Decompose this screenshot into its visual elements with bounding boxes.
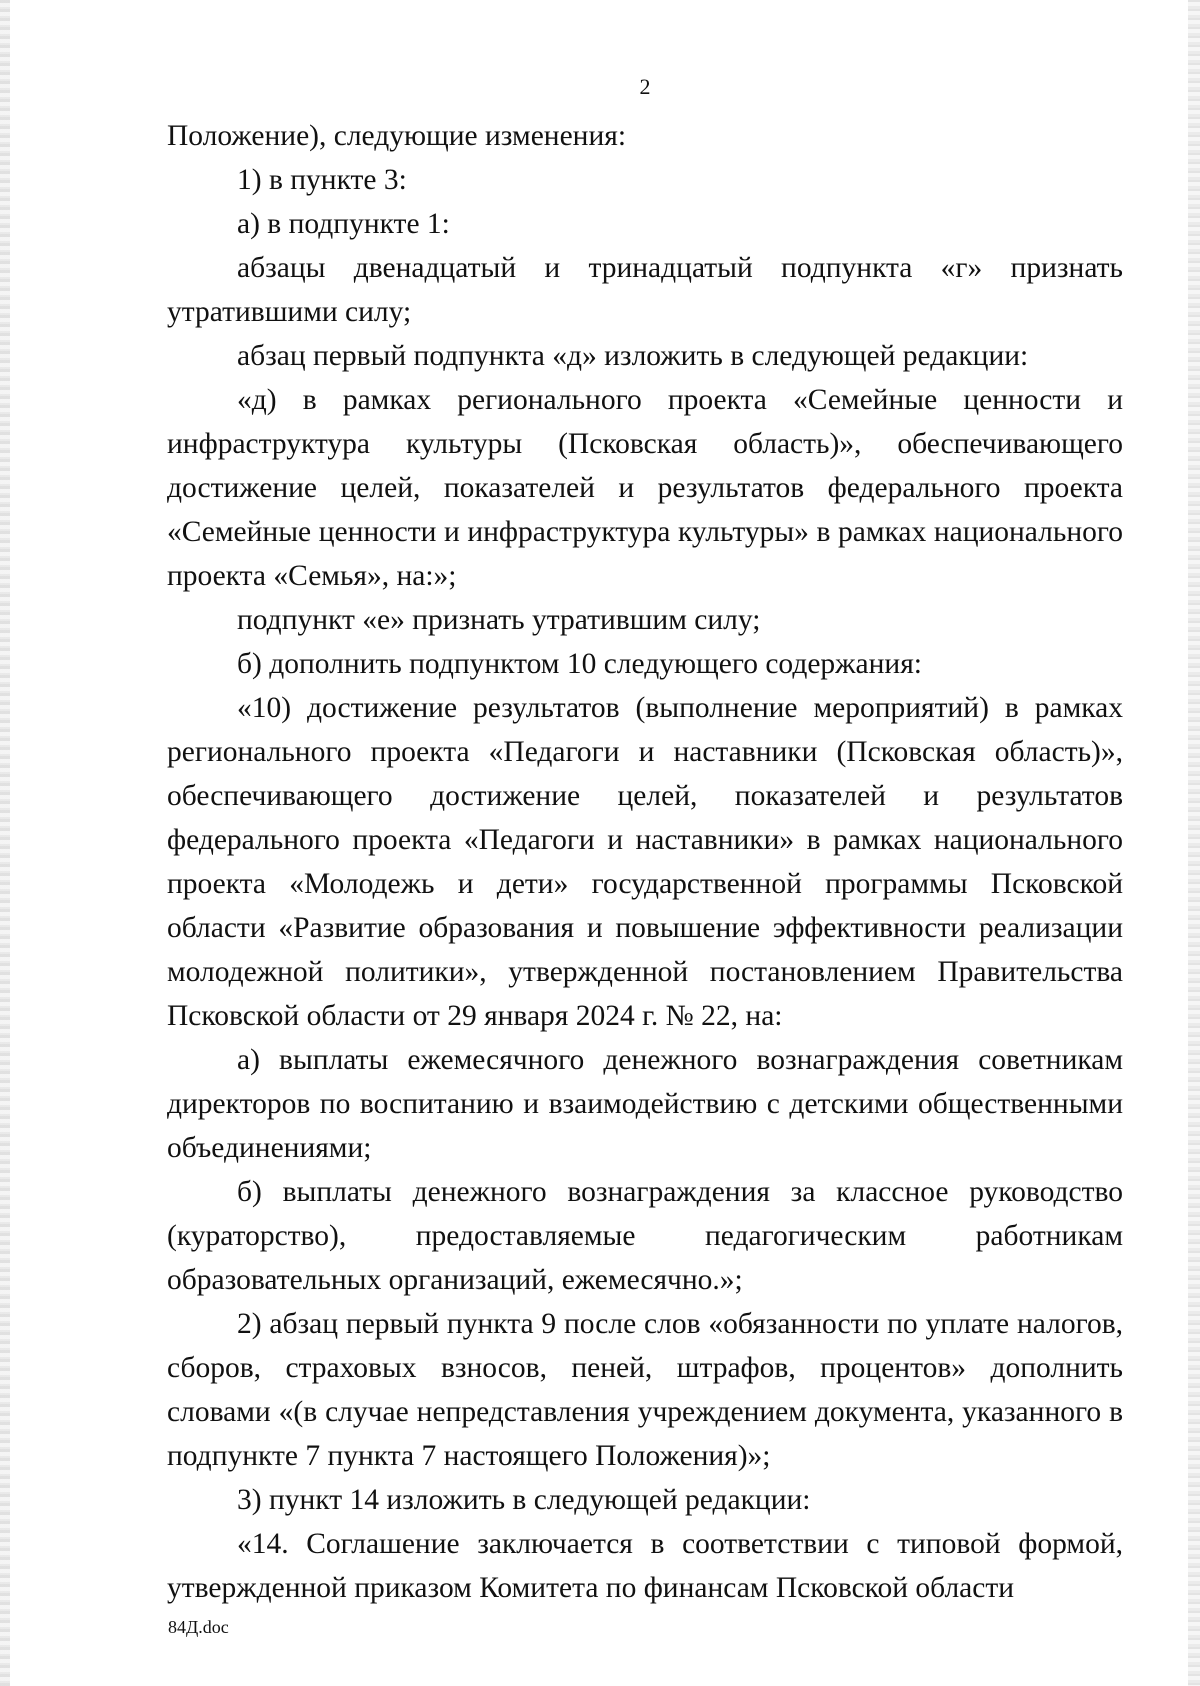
paragraph: абзац первый подпункта «д» изложить в следующей редакции:: [237, 340, 1029, 372]
paragraph: 3) пункт 14 изложить в следующей редакции:: [237, 1484, 811, 1516]
paragraph: Положение), следующие изменения:: [167, 120, 627, 152]
page-number: 2: [639, 74, 651, 99]
document-body: [167, 114, 1123, 1610]
paragraph: «14. Соглашение заключается в соответствии с типовой формой, утвержденной приказом Комитета по финансам Псковской области: [167, 1528, 1123, 1604]
paragraph: «д) в рамках регионального проекта «Семейные ценности и инфраструктура культуры (Псковская область)», обеспечивающего достижение целей, показателей и результатов федерального проекта «Семейные ценности и инфраструктура культуры» в рамках национального проекта «Семья», на:»;: [167, 384, 1123, 592]
paragraph: абзацы двенадцатый и тринадцатый подпункта «г» признать утратившими силу;: [167, 252, 1123, 328]
paragraph: а) выплаты ежемесячного денежного вознаграждения советникам директоров по воспитанию и взаимодействию с детскими общественными объединениями;: [167, 1044, 1123, 1164]
paragraph: 1) в пункте 3:: [237, 164, 407, 196]
scan-edge-left: [0, 0, 10, 1686]
paragraph: 2) абзац первый пункта 9 после слов «обязанности по уплате налогов, сборов, страховых взносов, пеней, штрафов, процентов» дополнить словами «(в случае непредставления учреждением документа, указанного в подпункте 7 пункта 7 настоящего Положения)»;: [167, 1308, 1123, 1472]
paragraph: а) в подпункте 1:: [237, 208, 450, 240]
scan-edge-right: [1188, 0, 1200, 1686]
paragraph: б) выплаты денежного вознаграждения за классное руководство (кураторство), предоставляемые педагогическим работникам образовательных организаций, ежемесячно.»;: [167, 1176, 1123, 1296]
paragraph: подпункт «е» признать утратившим силу;: [237, 604, 761, 636]
footer-filename: 84Д.doc: [168, 1617, 229, 1637]
paragraph: б) дополнить подпунктом 10 следующего содержания:: [237, 648, 922, 680]
paragraph: «10) достижение результатов (выполнение мероприятий) в рамках регионального проекта «Педагоги и наставники (Псковская область)», обеспечивающего достижение целей, показателей и результатов федерального проекта «Педагоги и наставники» в рамках национального проекта «Молодежь и дети» государственной программы Псковской области «Развитие образования и повышение эффективности реализации молодежной политики», утвержденной постановлением Правительства Псковской области от 29 января 2024 г. № 22, на:: [167, 692, 1123, 1032]
